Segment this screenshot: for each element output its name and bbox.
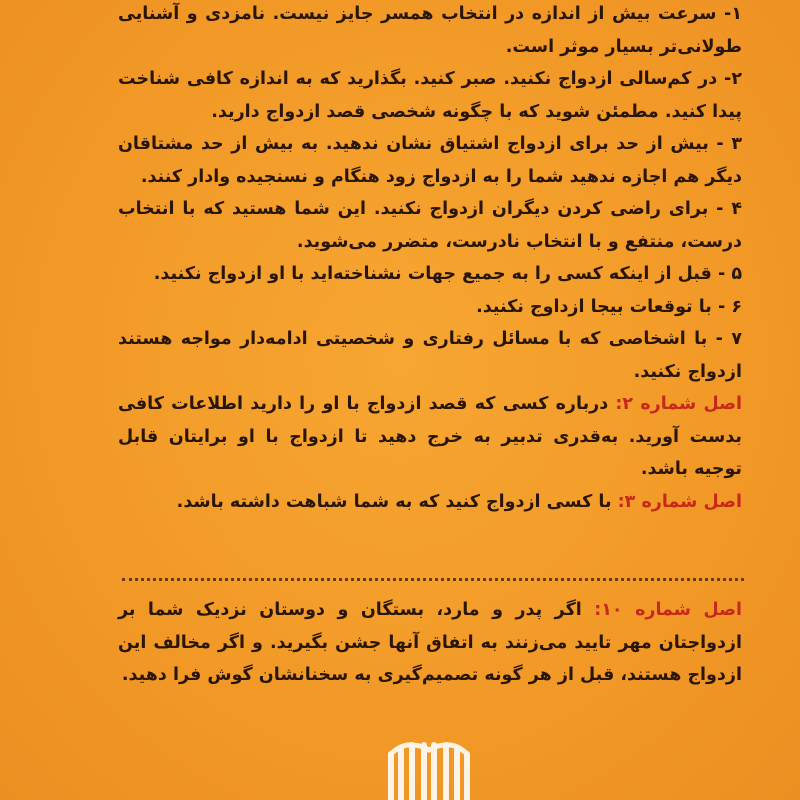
- advice-item-2: ۲- در کم‌سالی ازدواج نکنید. صبر کنید. بگذارید که به اندازه کافی شناخت پیدا کنید. مطمئن شوید که با چگونه شخصی قصد ازدواج دارید.: [118, 69, 742, 122]
- principle-2: [118, 388, 742, 486]
- principle-10-text: اگر پدر و مارد، بستگان و دوستان نزدیک شما بر ازدواجتان مهر تایید می‌زنند به اتفاق آنها جشن بگیرید. و اگر مخالف این ازدواج هستند، قبل از هر گونه تصمیم‌گیری به سخنانشان گوش فرا دهید.: [118, 600, 742, 685]
- principle-3: [118, 486, 742, 519]
- book-icon: [388, 742, 470, 800]
- principle-2-label: اصل شماره ۲:: [615, 394, 742, 414]
- advice-item-1: ۱- سرعت بیش از اندازه در انتخاب همسر جایز نیست. نامزدی و آشنایی طولانی‌تر بسیار موثر است.: [118, 4, 742, 57]
- principle-10: [118, 594, 742, 692]
- principle-3-label: اصل شماره ۳:: [617, 491, 742, 512]
- advice-list: [118, 0, 742, 518]
- advice-item-7: ۷ - با اشخاصی که با مسائل رفتاری و شخصیتی ادامه‌دار مواجه هستند ازدواج نکنید.: [118, 329, 742, 382]
- principle-2-text: درباره کسی که قصد ازدواج با او را دارید اطلاعات کافی بدست آورید. به‌قدری تدبیر به خرج دهید تا ازدواج با او برایتان قابل توجیه باشد.: [118, 394, 742, 479]
- principle-10-label: اصل شماره ۱۰:: [594, 600, 742, 620]
- advice-item-5: ۵ - قبل از اینکه کسی را به جمیع جهات نشناخته‌اید با او ازدواج نکنید.: [153, 264, 742, 284]
- advice-item-3: ۳ - بیش از حد برای ازدواج اشتیاق نشان ندهید. به بیش از حد مشتاقان دیگر هم اجازه ندهید شما را به ازدواج زود هنگام و نسنجیده وادار کنند.: [118, 134, 742, 187]
- dotted-divider: [122, 578, 744, 581]
- advice-item-4: ۴ - برای راضی کردن دیگران ازدواج نکنید. این شما هستید که با انتخاب درست، منتفع و با انتخاب نادرست، متضرر می‌شوید.: [118, 199, 742, 252]
- advice-item-6: ۶ - با توقعات بیجا ازداوج نکنید.: [476, 296, 742, 317]
- principle-3-text: با کسی ازدواج کنید که به شما شباهت داشته باشد.: [176, 491, 612, 512]
- principle-10-block: [118, 594, 742, 692]
